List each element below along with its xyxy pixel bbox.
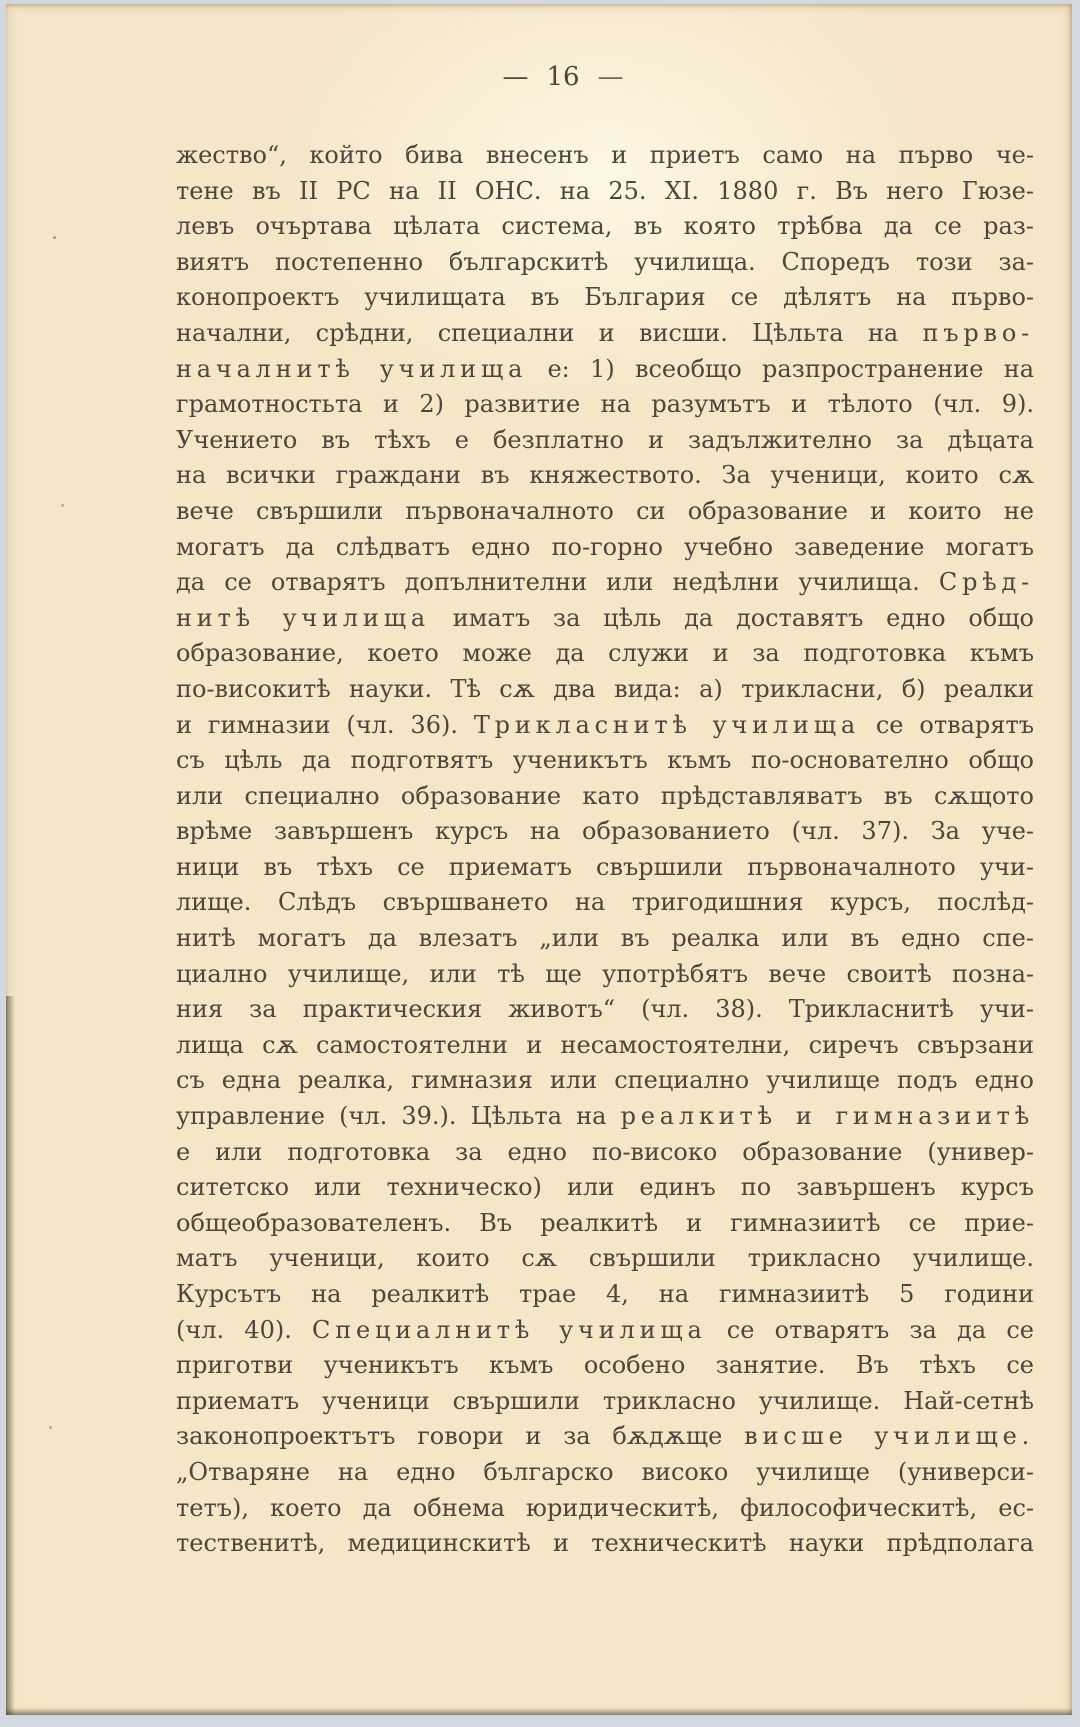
letterspaced-text: Трикласнитѣ училища: [473, 710, 860, 739]
text-segment: да се отварятъ допълнителни или недѣлни училища.: [176, 568, 939, 597]
text-line: [176, 530, 1034, 566]
text-line: [176, 1170, 1034, 1206]
page-number-dash-right: —: [597, 62, 624, 92]
book-page-scan: [6, 4, 1072, 1715]
text-line: [176, 1313, 1034, 1349]
text-segment: управление (чл. 39.). Цѣльта на: [176, 1102, 621, 1131]
page-number: [502, 62, 623, 92]
text-line: [176, 1206, 1034, 1242]
text-line: [176, 672, 1034, 708]
text-line: [176, 992, 1034, 1028]
text-line: [176, 885, 1034, 921]
text-segment: ситетско или техническо) или единъ по завършенъ курсъ: [176, 1173, 1034, 1202]
text-segment: общеобразователенъ. Въ реалкитѣ и гимназиитѣ се прие-: [176, 1208, 1034, 1237]
text-segment: ници въ тѣхъ се приематъ свършили първоначалното учи-: [176, 852, 1034, 881]
text-segment: вече свършили първоначалното си образование и които не: [176, 496, 1034, 525]
text-segment: приематъ ученици свършили трикласно училище. Най-сетнѣ: [176, 1386, 1034, 1415]
text-segment: матъ ученици, които сѫ свършили трикласно училище.: [176, 1244, 1034, 1273]
text-segment: лище. Слѣдъ свършването на тригодишния курсъ, послѣд-: [176, 888, 1034, 917]
text-line: [176, 601, 1034, 637]
letterspaced-text: нитѣ училища: [176, 603, 430, 632]
text-segment: левъ очъртава цѣлата система, въ която трѣбва да се раз-: [176, 212, 1034, 241]
text-line: [176, 850, 1034, 886]
text-line: [176, 1419, 1034, 1455]
text-segment: приготви ученикътъ къмъ особено занятие. Въ тѣхъ се: [176, 1351, 1034, 1380]
text-line: [176, 245, 1034, 281]
text-line: [176, 814, 1034, 850]
text-line: [176, 387, 1034, 423]
text-segment: ния за практическия животъ“ (чл. 38). Трикласнитѣ учи-: [176, 995, 1034, 1024]
letterspaced-text: първо-: [922, 318, 1034, 347]
text-line: [176, 1028, 1034, 1064]
text-line: [176, 138, 1034, 174]
text-segment: (чл. 40).: [176, 1315, 313, 1344]
text-line: [176, 280, 1034, 316]
page-number-dash-left: —: [502, 62, 529, 92]
text-segment: грамотностьта и 2) развитие на разумътъ и тѣлото (чл. 9).: [176, 390, 1034, 419]
text-segment: врѣме завършенъ курсъ на образованието (чл. 37). За уче-: [176, 817, 1034, 846]
text-segment: образование, което може да служи и за подготовка къмъ: [176, 639, 1034, 668]
page-number-value: 16: [546, 62, 580, 92]
text-segment: Курсътъ на реалкитѣ трае 4, на гимназиитѣ 5 години: [176, 1280, 1034, 1308]
text-segment: съ една реалка, гимназия или специално училище подъ едно: [176, 1066, 1034, 1095]
text-line: [176, 458, 1034, 494]
text-segment: нитѣ могатъ да влезатъ „или въ реалка или въ едно спе-: [176, 924, 1034, 953]
text-segment: конопроектъ училищата въ България се дѣлятъ на първо-: [176, 283, 1034, 312]
text-line: [176, 708, 1034, 744]
text-segment: лища сѫ самостоятелни и несамостоятелни, сиречъ свързани: [176, 1030, 1034, 1059]
text-segment: тетъ), което да обнема юридическитѣ, философическитѣ, ес-: [176, 1493, 1034, 1522]
text-line: [176, 316, 1034, 352]
text-line: [176, 565, 1034, 601]
text-segment: могатъ да слѣдватъ едно по-горно учебно заведение могатъ: [176, 532, 1034, 561]
text-line: [176, 494, 1034, 530]
text-line: [176, 1063, 1034, 1099]
text-line: [176, 1241, 1034, 1277]
text-line: [176, 636, 1034, 672]
text-segment: е или подготовка за едно по-високо образование (универ-: [176, 1137, 1034, 1166]
paper-speck: [53, 236, 56, 239]
text-segment: е: 1) всеобщо разпространение на: [527, 354, 1035, 383]
letterspaced-text: Специалнитѣ училища: [312, 1315, 707, 1344]
text-line: [176, 957, 1034, 993]
text-segment: тественитѣ, медицинскитѣ и техническитѣ науки прѣдполага: [176, 1529, 1034, 1558]
text-segment: жество“, който бива внесенъ и приетъ само на първо че-: [176, 141, 1034, 169]
page-text: [176, 138, 1034, 1562]
text-line: [176, 423, 1034, 459]
text-line: [176, 779, 1034, 815]
text-line: [176, 1099, 1034, 1135]
letterspaced-text: Срѣд-: [938, 568, 1034, 597]
text-line: [176, 1455, 1034, 1491]
text-segment: „Отваряне на едно българско високо училище (универси-: [176, 1457, 1034, 1486]
text-line: [176, 1135, 1034, 1171]
text-segment: се отварятъ за да се: [706, 1315, 1034, 1344]
text-segment: на всички граждани въ княжеството. За ученици, които сѫ: [176, 461, 1034, 490]
letterspaced-text: висше училище.: [744, 1422, 1034, 1451]
text-segment: начални, срѣдни, специални и висши. Цѣльта на: [176, 318, 923, 347]
text-line: [176, 1526, 1034, 1562]
text-segment: по-високитѣ науки. Тѣ сѫ два вида: а) трикласни, б) реалки: [176, 674, 1034, 703]
text-segment: се отварятъ: [859, 710, 1034, 739]
text-segment: тене въ II РС на II ОНС. на 25. XI. 1880 г. Въ него Гюзе-: [176, 176, 1034, 205]
text-segment: циално училище, или тѣ ще употрѣбятъ вече своитѣ позна-: [176, 959, 1034, 988]
letterspaced-text: реалкитѣ и гимназиитѣ: [620, 1102, 1035, 1131]
letterspaced-text: началнитѣ училища: [176, 354, 528, 383]
text-segment: иматъ за цѣль да доставятъ едно общо: [429, 603, 1034, 632]
text-line: [176, 1491, 1034, 1527]
text-segment: Учението въ тѣхъ е безплатно и задължително за дѣцата: [176, 425, 1034, 454]
text-line: [176, 352, 1034, 388]
text-line: [176, 174, 1034, 210]
text-segment: или специално образование като прѣдставляватъ въ сѫщото: [176, 781, 1034, 810]
text-line: [176, 1384, 1034, 1420]
text-segment: съ цѣль да подготвятъ ученикътъ къмъ по-основателно общо: [176, 746, 1034, 775]
text-line: [176, 921, 1034, 957]
text-line: [176, 209, 1034, 245]
text-segment: и гимназии (чл. 36).: [176, 710, 474, 739]
text-segment: виятъ постепенно българскитѣ училища. Споредъ този за-: [176, 247, 1034, 276]
text-line: [176, 743, 1034, 779]
text-line: [176, 1277, 1034, 1313]
text-segment: законопроектътъ говори и за бѫдѫще: [176, 1422, 745, 1451]
text-line: [176, 1348, 1034, 1384]
